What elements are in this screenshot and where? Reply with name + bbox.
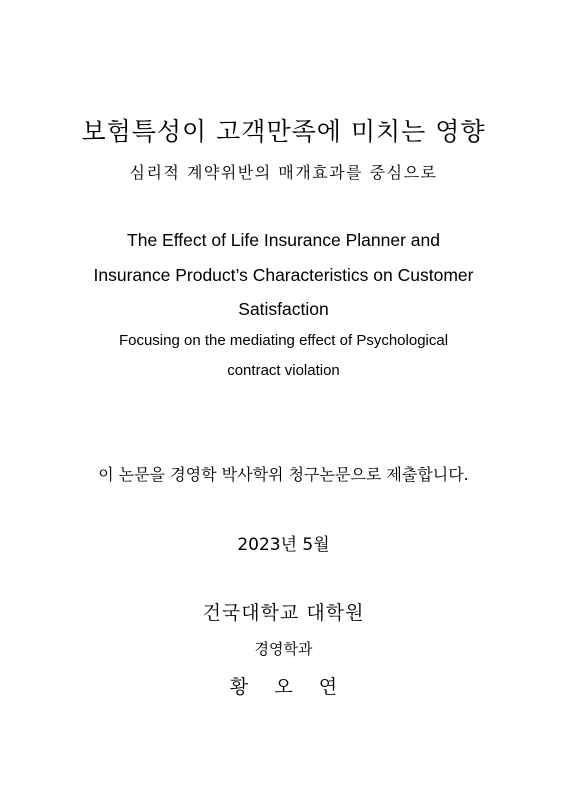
english-title-line-2: Insurance Product’s Characteristics on Customer xyxy=(93,265,474,285)
english-subtitle-line-1: Focusing on the mediating effect of Psychological xyxy=(118,332,449,349)
submission-statement: 이 논문을 경영학 박사학위 청구논문으로 제출합니다. xyxy=(98,465,469,484)
english-subtitle-line-2: contract violation xyxy=(227,362,340,379)
english-title-line-3: Satisfaction xyxy=(238,299,329,319)
submission-date: 2023년 5월 xyxy=(237,535,330,555)
author-name: 황 오 연 xyxy=(229,676,348,698)
english-title-line-1: The Effect of Life Insurance Planner and xyxy=(127,230,440,250)
korean-title: 보험특성이 고객만족에 미치는 영향 xyxy=(81,117,486,146)
korean-subtitle: 심리적 계약위반의 매개효과를 중심으로 xyxy=(129,163,438,182)
university-name: 건국대학교 대학원 xyxy=(202,602,365,624)
department-name: 경영학과 xyxy=(254,640,313,658)
